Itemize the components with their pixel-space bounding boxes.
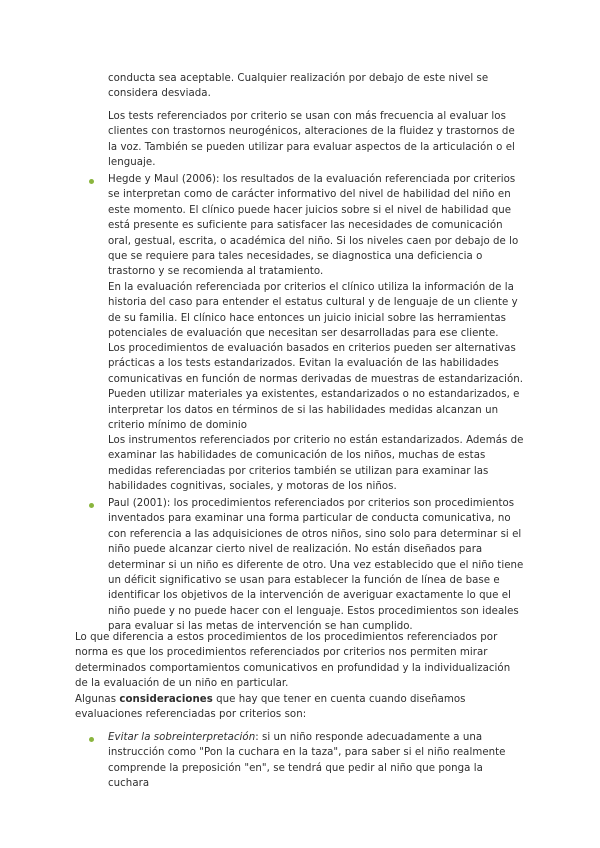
paragraph-not-standardized: Los instrumentos referenciados por criterio no están estandarizados. Además de examinar las habilidades de comunicación de los niños, muchas de estas medidas referenciadas por criterios también se utilizan para examinar las habilidades cognitivas, sociales, y motoras de los niños. [108,435,524,493]
paragraph-criterion-tests-use: Los tests referenciados por criterio se usan con más frecuencia al evaluar los clientes con trastornos neurogénicos, alteraciones de la fluidez y trastornos de la voz. También se pueden utilizar para evaluar aspectos de la articulación o el lenguaje. [108,111,515,169]
bullet-overinterpretation [108,730,526,792]
considerations-intro: Algunas [75,694,120,705]
considerations-rest: que hay que tener en cuenta cuando diseñamos evaluaciones referenciadas por criterios son: [75,694,466,721]
paragraph-difference: Lo que diferencia a estos procedimientos de los procedimientos referenciados por norma es que los procedimientos referenciados por criterios nos permiten mirar determinados comportamientos comunicativos en profundidad y la individualización de la evaluación de un niño en particular. [75,632,511,690]
overinterpretation-term: Evitar la sobreinterpretación [108,732,256,743]
bullet-marker [89,737,94,742]
overinterpretation-text: : si un niño responde adecuadamente a una instrucción como "Pon la cuchara en la taza", para saber si el niño realmente comprende la preposición "en", se tendrá que pedir al niño que ponga la cuchara [108,732,506,790]
bullet-hegde-maul: Hegde y Maul (2006): los resultados de la evaluación referenciada por criterios se interpretan como de carácter informativo del nivel de habilidad del niño en este momento. El clínico puede hacer juicios sobre si el nivel de habilidad que está presente es suficiente para satisfacer las necesidades de comunicación oral, gestual, escrita, o académica del niño. Si los niveles caen por debajo de lo que se requiere para tales necesidades, se diagnostica una deficiencia o trastorno y se recomienda al tratamiento. [108,174,519,278]
paragraph-case-history: En la evaluación referenciada por criterios el clínico utiliza la información de la historia del caso para entender el estatus cultural y de lenguaje de un cliente y de su familia. El clínico hace entonces un juicio inicial sobre las herramientas potenciales de evaluación que necesitan ser desarrolladas para ese cliente. [108,282,518,340]
bullet-paul: Paul (2001): los procedimientos referenciados por criterios son procedimientos inventados para examinar una forma particular de conducta comunicativa, no con referencia a las adquisiciones de otros niños, sino solo para determinar si el niño puede alcanzar cierto nivel de realización. No están diseñados para determinar si un niño es diferente de otro. Una vez establecido que el niño tiene un déficit significativo se usan para establecer la función de línea de base e identificar los objetivos de la intervención de averiguar exactamente lo que el niño puede y no puede hacer con el lenguaje. Estos procedimientos son ideales para evaluar si las metas de intervención se han cumplido. [108,498,524,633]
continuation-paragraph: conducta sea aceptable. Cualquier realización por debajo de este nivel se considera desviada. [108,73,489,100]
considerations-bold: consideraciones [119,694,213,705]
paragraph-alternatives: Los procedimientos de evaluación basados en criterios pueden ser alternativas prácticas a los tests estandarizados. Evitan la evaluación de las habilidades comunicativas en función de normas derivadas de muestras de estandarización. Pueden utilizar materiales ya existentes, estandarizados o no estandarizados, e interpretar los datos en términos de si las habilidades medidas alcanzan un criterio mínimo de dominio [108,343,524,432]
paragraph-considerations [75,692,526,723]
bullet-marker [89,179,94,184]
bullet-marker [89,503,94,508]
